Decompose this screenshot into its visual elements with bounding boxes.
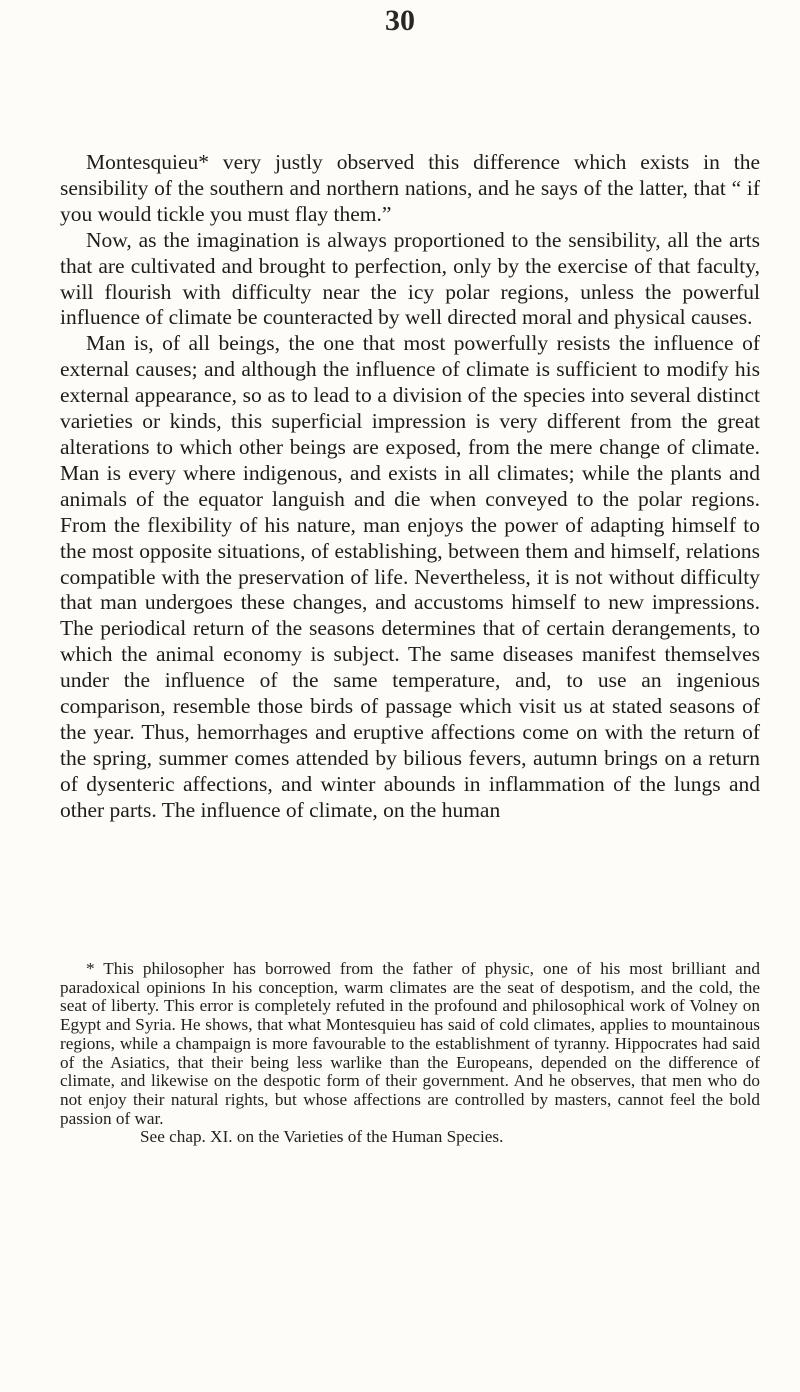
paragraph-imagination: Now, as the imagination is always proportioned to the sensibility, all the arts that are cultivated and brought to perfection, only by the exercise of that faculty, will flourish with difficulty near the icy polar regions, unless the powerful influence of climate be counteracted by well directed moral and physical causes. xyxy=(60,227,760,330)
paragraph-montesquieu: Montesquieu* very justly observed this difference which exists in the sensibility of the southern and northern nations, and he says of the latter, that “ if you would tickle you must flay them.” xyxy=(60,150,760,226)
footnote xyxy=(60,960,760,1147)
footnote-see-also: See chap. XI. on the Varieties of the Human Species. xyxy=(140,1127,504,1147)
paragraph-man: Man is, of all beings, the one that most powerfully resists the influence of external causes; and although the influence of climate is sufficient to modify his external appearance, so as to lead to a division of the species into several distinct varieties or kinds, this superficial impression is very different from the great alterations to which other beings are exposed, from the mere change of climate. Man is every where indigenous, and exists in all climates; while the plants and animals of the equator languish and die when conveyed to the polar regions. From the flexibility of his nature, man enjoys the power of adapting himself to the most opposite situations, of establishing, between them and himself, relations compatible with the preservation of life. Nevertheless, it is not without difficulty that man undergoes these changes, and accustoms himself to new impressions. The periodical return of the seasons determines that of certain derangements, to which the animal economy is subject. The same diseases manifest themselves under the influence of the same temperature, and, to use an ingenious comparison, resemble those birds of passage which visit us at stated seasons of the year. Thus, hemorrhages and eruptive affections come on with the return of the spring, summer comes attended by bilious fevers, autumn brings on a return of dysenteric affections, and winter abounds in inflammation of the lungs and other parts. The influence of climate, on the human xyxy=(60,331,760,822)
body-text xyxy=(60,150,760,824)
footnote-text: * This philosopher has borrowed from the father of physic, one of his most brilliant and paradoxical opinions In his conception, warm climates are the seat of despotism, and the cold, the seat of liberty. This error is completely refuted in the profound and philosophical work of Volney on Egypt and Syria. He shows, that what Montesquieu has said of cold climates, applies to mountainous regions, while a champaign is more favourable to the establishment of tyranny. Hippocrates had said of the Asiatics, that their being less warlike than the Europeans, depended on the difference of climate, and likewise on the despotic form of their government. And he observes, that men who do not enjoy their natural rights, but whose affections are controlled by masters, cannot feel the bold passion of war. xyxy=(60,959,760,1128)
page-number: 30 xyxy=(385,4,415,37)
